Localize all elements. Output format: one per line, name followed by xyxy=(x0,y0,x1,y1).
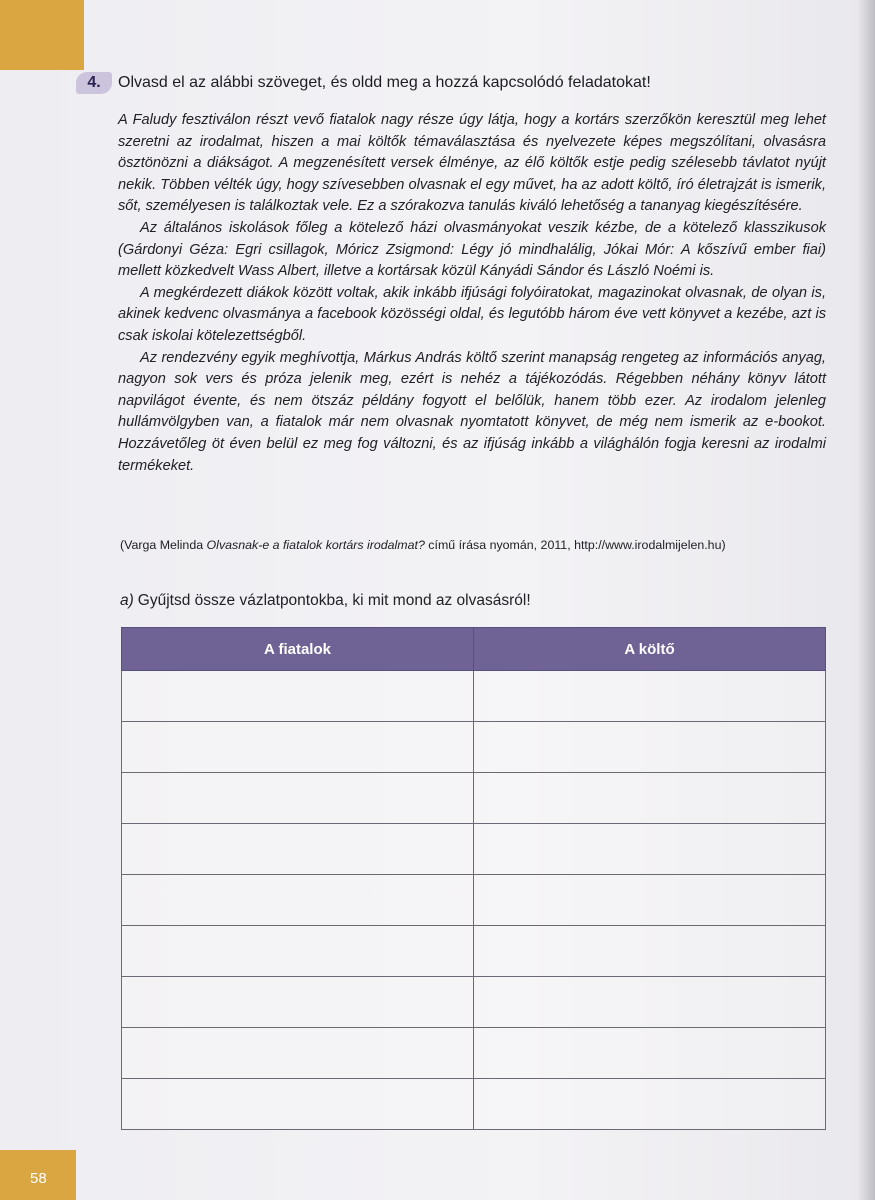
passage-paragraph: Az általános iskolások főleg a kötelező házi olvasmányokat veszik kézbe, de a kötelező klasszikusok (Gárdonyi Géza: Egri csillagok, Móricz Zsigmond: Légy jó mindhalálig, Jókai Mór: A kőszívű ember fiai) mellett közkedvelt Wass Albert, illetve a kortársak közül Kányádi Sándor és László Noémi is. xyxy=(118,219,826,280)
task-number-badge: 4. xyxy=(76,72,112,94)
table-row xyxy=(122,1028,826,1079)
task-header xyxy=(76,70,836,96)
table-row xyxy=(122,722,826,773)
answer-cell-young-people[interactable] xyxy=(122,926,474,977)
table-row xyxy=(122,977,826,1028)
answer-cell-young-people[interactable] xyxy=(122,671,474,722)
source-prefix: (Varga Melinda xyxy=(120,538,207,552)
answer-cell-young-people[interactable] xyxy=(122,1028,474,1079)
table-row xyxy=(122,1079,826,1130)
page-edge-shadow xyxy=(857,0,875,1200)
passage-paragraph: A Faludy fesztiválon részt vevő fiatalok nagy része úgy látja, hogy a kortárs szerzőkön keresztül meg lehet szeretni az irodalmat, hiszen a mai költők témaválasztása és nyelvezete képes megszólítani, olvasásra ösztönözni a diákságot. A megzenésített versek élménye, az élő költők estje pedig szélesebb távlatot nyújt nekik. Többen vélték úgy, hogy szívesebben olvasnak el egy művet, ha az adott költő, író életrajzát is ismerik, sőt, személyesen is találkoztak vele. Ez a szórakozva tanulás kiváló lehetőség a tananyag kiegészítésére. xyxy=(118,112,826,215)
source-citation xyxy=(120,538,840,552)
column-header-poet: A költő xyxy=(474,628,826,671)
source-suffix: című írása nyomán, 2011, http://www.irodalmijelen.hu) xyxy=(424,538,726,552)
answer-cell-young-people[interactable] xyxy=(122,773,474,824)
table-row xyxy=(122,926,826,977)
answer-cell-young-people[interactable] xyxy=(122,824,474,875)
answer-cell-poet[interactable] xyxy=(474,977,826,1028)
table-body xyxy=(122,671,826,1130)
table-header-row xyxy=(122,628,826,671)
answer-cell-poet[interactable] xyxy=(474,773,826,824)
answer-cell-poet[interactable] xyxy=(474,671,826,722)
passage-paragraph: A megkérdezett diákok között voltak, akik inkább ifjúsági folyóiratokat, magazinokat olvasnak, de olyan is, akinek kedvenc olvasmánya a facebook közösségi oldal, és legutóbb három éve vett könyvet a kezébe, azt is csak iskolai kötelezettségből. xyxy=(118,284,826,344)
answer-cell-young-people[interactable] xyxy=(122,977,474,1028)
answer-cell-young-people[interactable] xyxy=(122,722,474,773)
page-number: 58 xyxy=(30,1170,47,1187)
subtask-label: a) xyxy=(120,592,134,609)
answer-cell-poet[interactable] xyxy=(474,1079,826,1130)
corner-tab-top xyxy=(0,0,84,70)
subtask-text: Gyűjtsd össze vázlatpontokba, ki mit mond az olvasásról! xyxy=(137,592,531,609)
table-row xyxy=(122,773,826,824)
subtask-a xyxy=(120,592,531,610)
answer-cell-young-people[interactable] xyxy=(122,1079,474,1130)
answer-cell-poet[interactable] xyxy=(474,824,826,875)
column-header-young-people: A fiatalok xyxy=(122,628,474,671)
table-row xyxy=(122,875,826,926)
answer-cell-poet[interactable] xyxy=(474,722,826,773)
answer-cell-young-people[interactable] xyxy=(122,875,474,926)
answer-table xyxy=(121,627,826,1130)
source-title: Olvasnak-e a fiatalok kortárs irodalmat? xyxy=(206,538,425,552)
table-row xyxy=(122,824,826,875)
answer-cell-poet[interactable] xyxy=(474,1028,826,1079)
table-row xyxy=(122,671,826,722)
passage-paragraph: Az rendezvény egyik meghívottja, Márkus András költő szerint manapság rengeteg az információs anyag, nagyon sok vers és próza jelenik meg, ezért is nehéz a tájékozódás. Régebben néhány könyv látott napvilágot évente, és nem ötszáz példány fogyott el belőlük, hanem több ezer. Az irodalom jelenleg hullámvölgyben van, a fiatalok már nem olvasnak nyomtatott könyvet, de még nem ismerik az e-bookot. Hozzávetőleg öt éven belül ez meg fog változni, és az ifjúság inkább a világhálón fogja keresni az irodalmi termékeket. xyxy=(118,349,826,474)
answer-cell-poet[interactable] xyxy=(474,926,826,977)
task-title: Olvasd el az alábbi szöveget, és oldd meg a hozzá kapcsolódó feladatokat! xyxy=(118,74,651,91)
reading-passage xyxy=(118,110,826,477)
answer-cell-poet[interactable] xyxy=(474,875,826,926)
